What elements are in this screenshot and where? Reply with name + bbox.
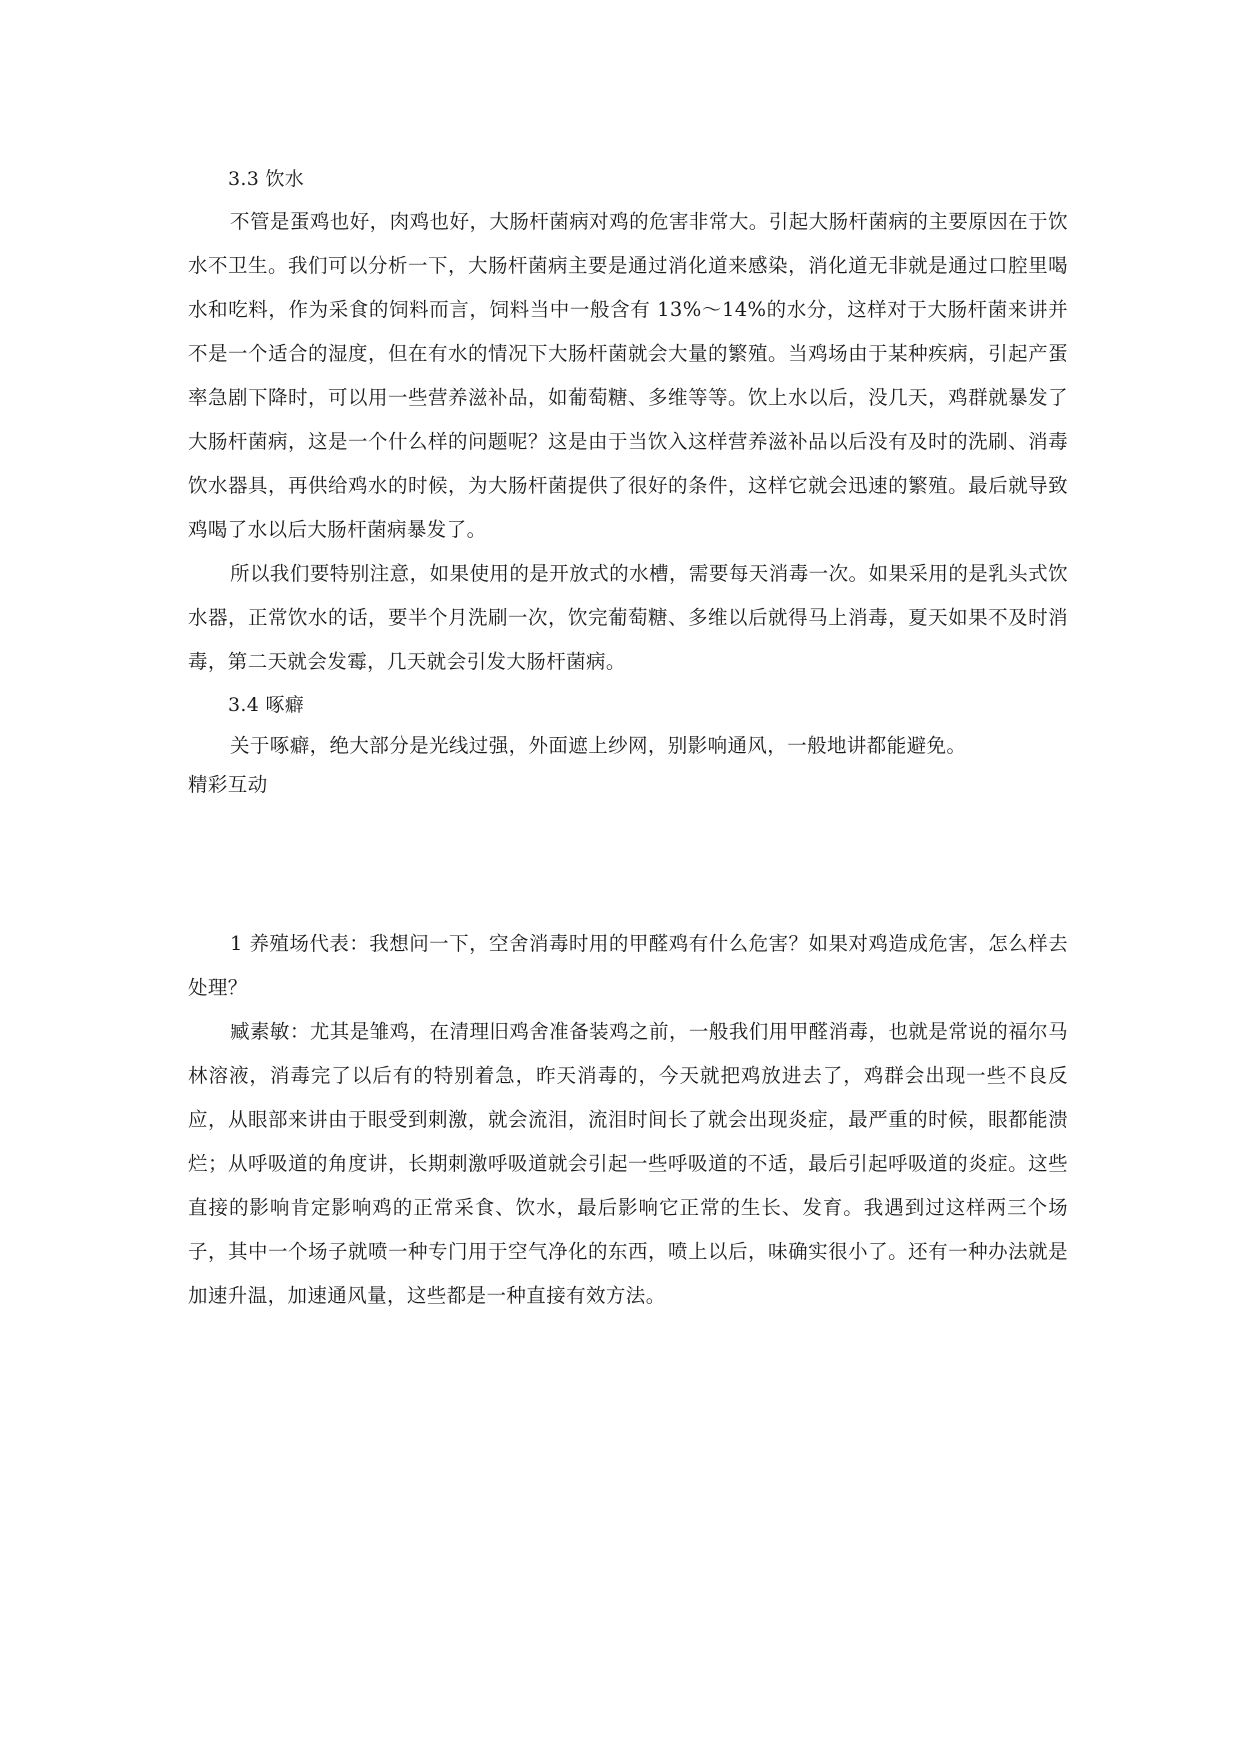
document-body bbox=[188, 158, 1068, 1318]
paragraph-pecking-1: 关于啄癖，绝大部分是光线过强，外面遮上纱网，别影响通风，一般地讲都能避免。 bbox=[230, 734, 967, 757]
answer-paragraph: 臧素敏：尤其是雏鸡，在清理旧鸡舍准备装鸡之前，一般我们用甲醛消毒，也就是常说的福尔马林溶液，消毒完了以后有的特别着急，昨天消毒的，今天就把鸡放进去了，鸡群会出现一些不良反应，从眼部来讲由于眼受到刺激，就会流泪，流泪时间长了就会出现炎症，最严重的时候，眼都能溃烂；从呼吸道的角度讲，长期刺激呼吸道就会引起一些呼吸道的不适，最后引起呼吸道的炎症。这些直接的影响肯定影响鸡的正常采食、饮水，最后影响它正常的生长、发育。我遇到过这样两三个场子，其中一个场子就喷一种专门用于空气净化的东西，喷上以后，味确实很小了。还有一种办法就是加速升温，加速通风量，这些都是一种直接有效方法。 bbox=[188, 1020, 1068, 1307]
section-heading-water: 3.3 饮水 bbox=[228, 168, 305, 190]
paragraph-water-2: 所以我们要特别注意，如果使用的是开放式的水槽，需要每天消毒一次。如果采用的是乳头式饮水器，正常饮水的话，要半个月洗刷一次，饮完葡萄糖、多维以后就得马上消毒，夏天如果不及时消毒，第二天就会发霉，几天就会引发大肠杆菌病。 bbox=[188, 562, 1068, 673]
section-heading-pecking: 3.4 啄癖 bbox=[228, 694, 305, 716]
interaction-title: 精彩互动 bbox=[188, 773, 268, 796]
paragraph-water-1: 不管是蛋鸡也好，肉鸡也好，大肠杆菌病对鸡的危害非常大。引起大肠杆菌病的主要原因在于饮水不卫生。我们可以分析一下，大肠杆菌病主要是通过消化道来感染，消化道无非就是通过口腔里喝水和吃料，作为采食的饲料而言，饲料当中一般含有 13%～14%的水分，这样对于大肠杆菌来讲并不是一个适合的湿度，但在有水的情况下大肠杆菌就会大量的繁殖。当鸡场由于某种疾病，引起产蛋率急剧下降时，可以用一些营养滋补品，如葡萄糖、多维等等。饮上水以后，没几天，鸡群就暴发了大肠杆菌病，这是一个什么样的问题呢？这是由于当饮入这样营养滋补品以后没有及时的洗刷、消毒饮水器具，再供给鸡水的时候，为大肠杆菌提供了很好的条件，这样它就会迅速的繁殖。最后就导致鸡喝了水以后大肠杆菌病暴发了。 bbox=[188, 210, 1068, 541]
blank-gap bbox=[188, 804, 1068, 922]
question-paragraph: 1 养殖场代表：我想问一下，空舍消毒时用的甲醛鸡有什么危害？如果对鸡造成危害，怎么样去处理？ bbox=[188, 932, 1068, 999]
